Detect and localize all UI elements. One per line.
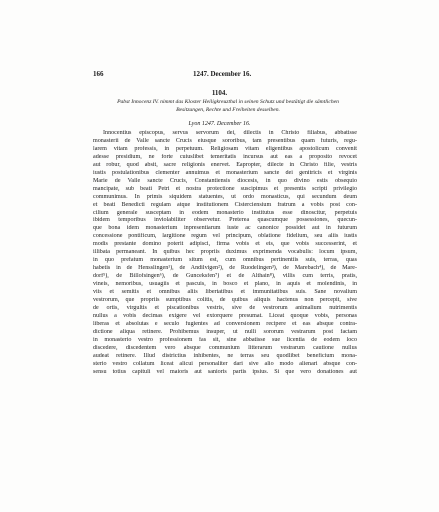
body-line: larem vitam professis, in perpetuum. Religiosam vitam eligentibus apostolicum convenit	[93, 145, 357, 152]
body-line: concessione pontificum, largitione regum vel principum, oblatione fidelium, seu aliis iustis	[93, 233, 357, 240]
body-line: dorf⁵), de Billofsingen⁶), de Gunceksfen⁷) et de Althain⁸), villis cum terris, pratis,	[93, 273, 357, 280]
page-number: 166	[93, 70, 104, 78]
body-line: monasterii de Valle sancte Crucis eiusque sororibus, tam presentibus quam futuris, regu-	[93, 137, 357, 144]
body-line: communimus. In primis siquidem statuentes, ut ordo monasticus, qui secundum deum	[93, 193, 357, 200]
body-line: vineis, nemoribus, usuagiis et pascuis, in bosco et plano, in aquis et molendinis, in	[93, 281, 357, 288]
body-line: in quo prefatum monasterium situm est, cum omnibus pertinentiis suis, terras, quas	[93, 257, 357, 264]
body-line: modis prestante domino poterit adipisci, firma vobis et eis, que vobis successerint, et	[93, 241, 357, 248]
body-line: habetis in de Hensslingen¹), de Andilvigen²), de Ruodelingen³), de Marebach⁴), de Mare-	[93, 265, 357, 272]
body-line: vestrorum, que propriis sumptibus colitis, de quibus aliquis hactenus non percepit, sive	[93, 297, 357, 304]
body-line: que bona idem monasterium inpresentiarum iuste ac canonice possidet aut in futurum	[93, 225, 357, 232]
document-body	[93, 130, 357, 377]
body-line: Innocentius episcopus, servus servorum dei, dilectis in Christo filiabus, abbatisse	[103, 130, 357, 136]
document-dateline: Lyon 1247. December 16.	[188, 121, 251, 127]
body-line: audeat retinere. Illud districtius inhibentes, ne terras seu quodlibet beneficium mona-	[93, 352, 357, 359]
body-line: adesse presidium, ne forte cuiuslibet temeritatis incursus aut eas a proposito revocet	[93, 153, 357, 160]
body-line: sensu totius capituli vel maioris aut sanioris partis ipsius. Si que vero donationes aut	[93, 368, 357, 375]
body-line: nullus a vobis decimas exigere vel extorquere presumat. Liceat quoque vobis, personas	[93, 312, 357, 319]
body-line: Marie de Valle sancte Crucis, Constantiensis diocesis, in quo divino estis obsequio	[93, 177, 357, 184]
body-line: iustis postulationibus clementer annuimus et monasterium sancte dei genitricis et virginis	[93, 169, 357, 176]
document-number: 1104.	[211, 89, 228, 97]
body-line: ibidem temporibus inviolabiliter observetur. Preterea quascumque possessiones, quecun-	[93, 217, 357, 224]
body-line: in monasterio vestro professionem fas sit, sine abbatisse sue licentia de eodem loco	[93, 336, 357, 343]
body-line: discedere, discedentem vero absque communium litterarum vestrarum cautione nullus	[93, 344, 357, 351]
body-line: de ortis, virgultis et piscationibus vestris, sive de vestrorum animalium nutrimentis	[93, 304, 357, 311]
body-line: et beati Benedicti regulam atque institutionem Cisterciensium fratrum a vobis post con-	[93, 201, 357, 208]
body-line: dictione aliqua retinere. Prohibemus insuper, ut nulli sororum vestrarum post factam	[93, 328, 357, 335]
body-line: viis et semitis et omnibus aliis libertatibus et immunitatibus suis. Sane novalium	[93, 289, 357, 296]
body-line: aut robur, quod absit, sacre religionis enervet. Eapropter, dilecte in Christo filie, vestris	[93, 161, 357, 168]
body-line: mancipate, sub beati Petri et nostra protectione suscipimus et presentis scripti privilegio	[93, 185, 357, 192]
body-line: sterio vestro collatum liceat alicui personaliter dari sive alio modo alienari absque con-	[93, 360, 357, 367]
document-summary: Pabst Innocenz IV. nimmt das Kloster Heiligkreuzthal in seinen Schutz und bestätigt die sämtlichen Besitzungen, Rechte und Freiheiten desselben.	[117, 99, 339, 113]
body-line: liberas et absolutas e seculo fugientes ad conversionem recipere et eas absque contra-	[93, 320, 357, 327]
body-line: cilium generale susceptam in eodem monasterio institutus esse dinoscitur, perpetuis	[93, 209, 357, 216]
body-line: illibata permaneant. In quibus hec propriis duximus exprimenda vocabulis: locum ipsum,	[93, 249, 357, 256]
header-date: 1247. December 16.	[193, 70, 252, 78]
